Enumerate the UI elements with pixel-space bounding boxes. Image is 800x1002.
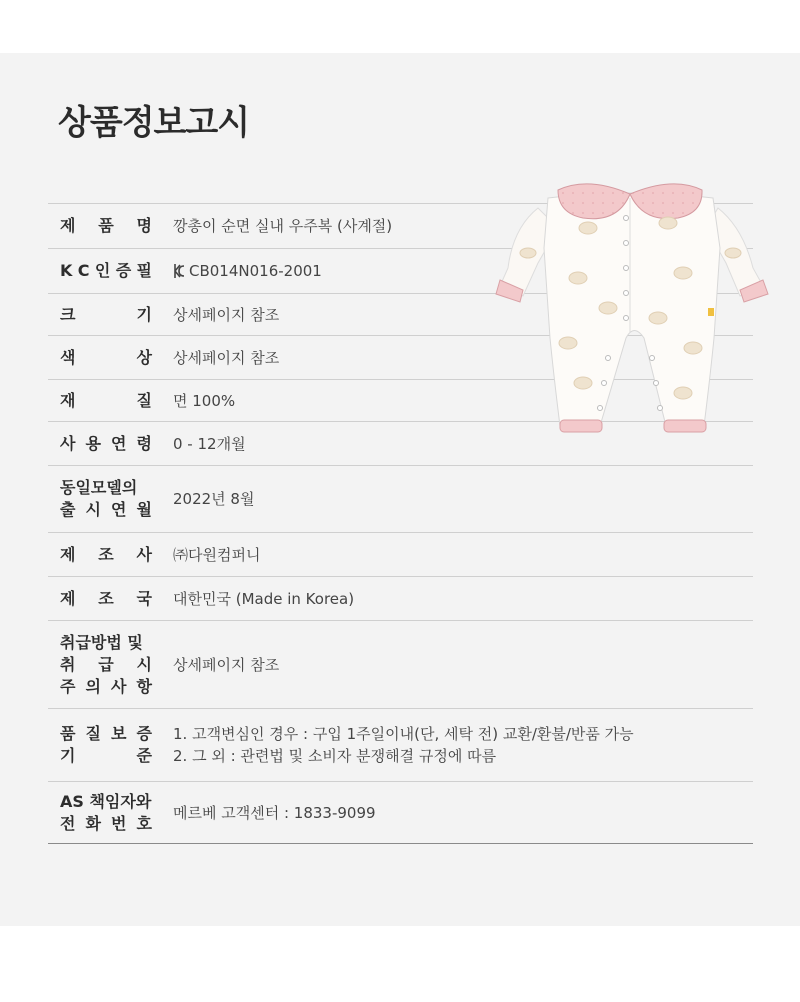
row-label-text: 출 <box>60 500 76 519</box>
info-row <box>48 620 753 708</box>
row-label <box>48 390 173 412</box>
row-label-text: 증 <box>115 261 132 280</box>
info-row <box>48 781 753 844</box>
row-value-text: 2. 그 외 : 관련법 및 소비자 분쟁해결 규정에 따름 <box>173 747 497 765</box>
row-label <box>48 791 173 835</box>
row-label-text: 전 <box>60 813 76 833</box>
row-label-text: 연 <box>111 500 127 519</box>
row-value-line <box>173 347 279 369</box>
row-label-line <box>60 304 152 326</box>
row-label-text: K <box>60 261 73 280</box>
row-value-text: 상세페이지 참조 <box>173 348 280 367</box>
row-label-text: 명 <box>136 216 152 235</box>
row-label-text: 동일모델의 <box>60 478 138 497</box>
row-label-line <box>60 433 152 455</box>
row-label-text: 화 <box>85 813 101 833</box>
row-label-text: 주 <box>60 676 76 696</box>
row-label <box>48 433 173 455</box>
row-label-text: 용 <box>85 433 101 453</box>
row-label-text: 필 <box>136 261 152 280</box>
row-label-text: 제 <box>60 216 76 235</box>
row-value <box>173 654 279 676</box>
row-value-text: 대한민국 (Made in Korea) <box>173 589 355 608</box>
row-label-text: 취 <box>60 654 76 674</box>
row-label-line <box>60 723 152 745</box>
row-label <box>48 632 173 698</box>
row-label-text: 의 <box>85 676 101 696</box>
row-label-text: 색 <box>60 347 76 367</box>
row-label <box>48 347 173 369</box>
row-value <box>173 304 279 326</box>
row-label-text: 급 <box>98 654 114 674</box>
row-value <box>173 488 254 510</box>
page-title: 상품정보고시 <box>58 103 250 143</box>
kc-certification-icon <box>173 263 186 279</box>
row-label-line <box>60 632 152 654</box>
row-label-text: 국 <box>136 588 152 608</box>
row-label-text: C <box>77 261 90 280</box>
row-label-text: 기 <box>60 746 76 765</box>
row-label <box>48 215 173 237</box>
row-label-text: 월 <box>136 500 152 519</box>
row-label <box>48 588 173 610</box>
row-label <box>48 544 173 566</box>
row-label-text: 제 <box>60 588 76 608</box>
row-label-text: 취급방법 및 <box>60 632 143 652</box>
info-row <box>48 465 753 532</box>
row-label-text: 재 <box>60 390 76 410</box>
row-value-line <box>173 488 254 510</box>
row-label-text: 제 <box>60 544 76 564</box>
row-label-line <box>60 813 152 835</box>
row-value-text: CB014N016-2001 <box>189 262 322 280</box>
row-label-text: 시 <box>136 654 152 674</box>
row-label-line <box>60 260 152 282</box>
row-label-text: 사 <box>136 544 152 564</box>
row-label-line <box>60 477 152 499</box>
row-value-text: 면 100% <box>173 391 236 410</box>
row-value-text: 상세페이지 참조 <box>173 655 280 674</box>
row-label-line <box>60 588 152 610</box>
row-value-line <box>173 215 392 237</box>
row-value-line <box>173 802 376 824</box>
row-label-text: 시 <box>85 500 101 519</box>
row-value-text: 0 - 12개월 <box>173 434 246 453</box>
row-label-text: 증 <box>136 724 152 743</box>
row-value-line <box>173 260 322 282</box>
row-value <box>173 215 392 237</box>
row-label-text: 상 <box>136 347 152 367</box>
row-value-text: 1. 고객변심인 경우 : 구입 1주일이내(단, 세탁 전) 교환/환불/반품 가능 <box>173 725 634 743</box>
row-value-line <box>173 433 246 455</box>
row-value-line <box>173 588 354 610</box>
row-label-line <box>60 347 152 369</box>
row-label-text: 번 <box>111 813 127 833</box>
info-row <box>48 532 753 576</box>
row-label-line <box>60 791 152 813</box>
row-value-line <box>173 745 634 767</box>
row-label-text: 준 <box>136 746 152 765</box>
row-value <box>173 390 235 412</box>
row-label-line <box>60 676 152 698</box>
row-value <box>173 588 354 610</box>
row-label <box>48 723 173 767</box>
row-value <box>173 433 246 455</box>
row-label <box>48 477 173 521</box>
row-label-text: 항 <box>136 676 152 696</box>
row-label <box>48 260 173 282</box>
info-row <box>48 708 753 781</box>
row-value-text: 깡총이 순면 실내 우주복 (사계절) <box>173 217 393 235</box>
row-label-text: 연 <box>111 433 127 453</box>
row-label-text: 인 <box>94 261 111 280</box>
row-value-text: 메르베 고객센터 : 1833-9099 <box>173 803 376 822</box>
row-label-line <box>60 499 152 521</box>
row-label-text: 사 <box>60 433 76 453</box>
row-label-line <box>60 544 152 566</box>
row-label-text: 질 <box>85 724 101 743</box>
baby-romper-image <box>488 168 778 440</box>
row-label-text: 령 <box>136 433 152 453</box>
row-label-text: 품 <box>60 724 76 743</box>
row-label-line <box>60 390 152 412</box>
row-label-text: 기 <box>136 304 152 324</box>
row-label-text: 크 <box>60 304 76 324</box>
row-label-text: 조 <box>98 544 114 564</box>
row-value-text: ㈜다원컴퍼니 <box>173 545 261 564</box>
row-value-text: 2022년 8월 <box>173 490 255 508</box>
row-label-text: 호 <box>136 813 152 833</box>
row-label-line <box>60 745 152 767</box>
row-label-text: 질 <box>136 390 152 410</box>
row-label-text: 보 <box>111 724 127 743</box>
row-label <box>48 304 173 326</box>
row-value <box>173 723 634 767</box>
row-value <box>173 802 376 824</box>
row-value-line <box>173 544 260 566</box>
row-value <box>173 347 279 369</box>
row-label-text: AS 책임자와 <box>60 791 152 811</box>
row-label-text: 조 <box>98 588 114 608</box>
row-value <box>173 260 322 282</box>
row-label-text: 사 <box>111 676 127 696</box>
row-label-line <box>60 654 152 676</box>
row-value-line <box>173 390 235 412</box>
row-label-line <box>60 215 152 237</box>
row-label-text: 품 <box>98 216 114 235</box>
row-value <box>173 544 260 566</box>
row-value-line <box>173 304 279 326</box>
info-row <box>48 576 753 620</box>
row-value-text: 상세페이지 참조 <box>173 305 280 324</box>
row-value-line <box>173 723 634 745</box>
row-value-line <box>173 654 279 676</box>
